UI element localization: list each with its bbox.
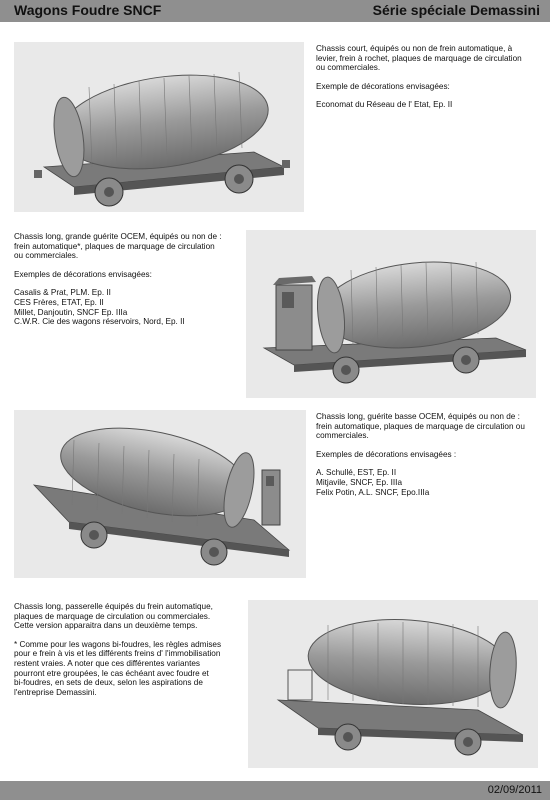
footnote-line: l'entreprise Demassini. — [14, 687, 97, 697]
wagon-image-short-chassis — [14, 42, 304, 212]
footnote-line: restent vraies. A noter que ces différentes variantes — [14, 658, 200, 668]
example-item: Millet, Danjoutin, SNCF Ep. IIIa — [14, 307, 128, 317]
example-item: Economat du Réseau de l' Etat, Ep. II — [316, 100, 453, 110]
footnote-line: pour e frein à vis et les différents freins d' l'immobilisation — [14, 649, 221, 659]
section-1-text — [316, 44, 544, 110]
page-footer — [0, 781, 550, 800]
example-item: Casalis & Prat, PLM. Ep. II — [14, 288, 111, 298]
description-line: Cette version apparaitra dans un deuxième temps. — [14, 621, 198, 631]
description-line: Chassis long, passerelle équipés du frein automatique, — [14, 602, 213, 611]
description-line: Chassis long, grande guérite OCEM, équipés ou non de : — [14, 232, 222, 241]
description-line: Chassis court, équipés ou non de frein automatique, à — [316, 44, 513, 53]
description-line: plaques de marquage de circulation ou commerciales. — [14, 611, 211, 621]
section-4-text — [14, 602, 244, 697]
section-3-text — [316, 412, 546, 497]
examples-heading: Exemple de décorations envisagées: — [316, 81, 450, 91]
example-item: A. Schullé, EST, Ep. II — [316, 468, 397, 478]
examples-heading: Exemples de décorations envisagées: — [14, 269, 152, 279]
footnote-line: * Comme pour les wagons bi-foudres, les règles admises — [14, 639, 222, 649]
footnote-line: pourront etre groupées, le cas échéant avec foudre et — [14, 668, 209, 678]
example-item: Mitjavile, SNCF, Ep. IIIa — [316, 477, 402, 487]
date-label: 02/09/2011 — [487, 784, 542, 796]
example-item: CES Frères, ETAT, Ep. II — [14, 297, 104, 307]
description-line: Chassis long, guérite basse OCEM, équipés ou non de : — [316, 412, 520, 421]
description-line: frein automatique*, plaques de marquage de circulation — [14, 241, 215, 251]
page-header — [0, 0, 550, 22]
wagon-image-footbridge — [248, 600, 538, 768]
description-line: levier, frein à rochet, plaques de marquage de circulation — [316, 53, 522, 63]
section-2-text — [14, 232, 244, 327]
wagon-image-large-cabin — [246, 230, 536, 398]
example-item: Felix Potin, A.L. SNCF, Epo.IIIa — [316, 487, 430, 497]
description-line: ou commerciales. — [14, 251, 79, 261]
description-line: frein automatique, plaques de marquage de circulation ou — [316, 421, 525, 431]
examples-heading: Exemples de décorations envisagées : — [316, 449, 457, 459]
description-line: commerciales. — [316, 431, 369, 441]
series-title: Série spéciale Demassini — [372, 2, 540, 18]
description-line: ou commerciales. — [316, 63, 381, 73]
example-item: C.W.R. Cie des wagons réservoirs, Nord, Ep. II — [14, 317, 185, 327]
header-title: Wagons Foudre SNCF — [14, 2, 162, 18]
wagon-image-low-cabin — [14, 410, 306, 578]
footnote-line: bi-foudres, en sets de deux, selon les aspirations de — [14, 678, 203, 688]
